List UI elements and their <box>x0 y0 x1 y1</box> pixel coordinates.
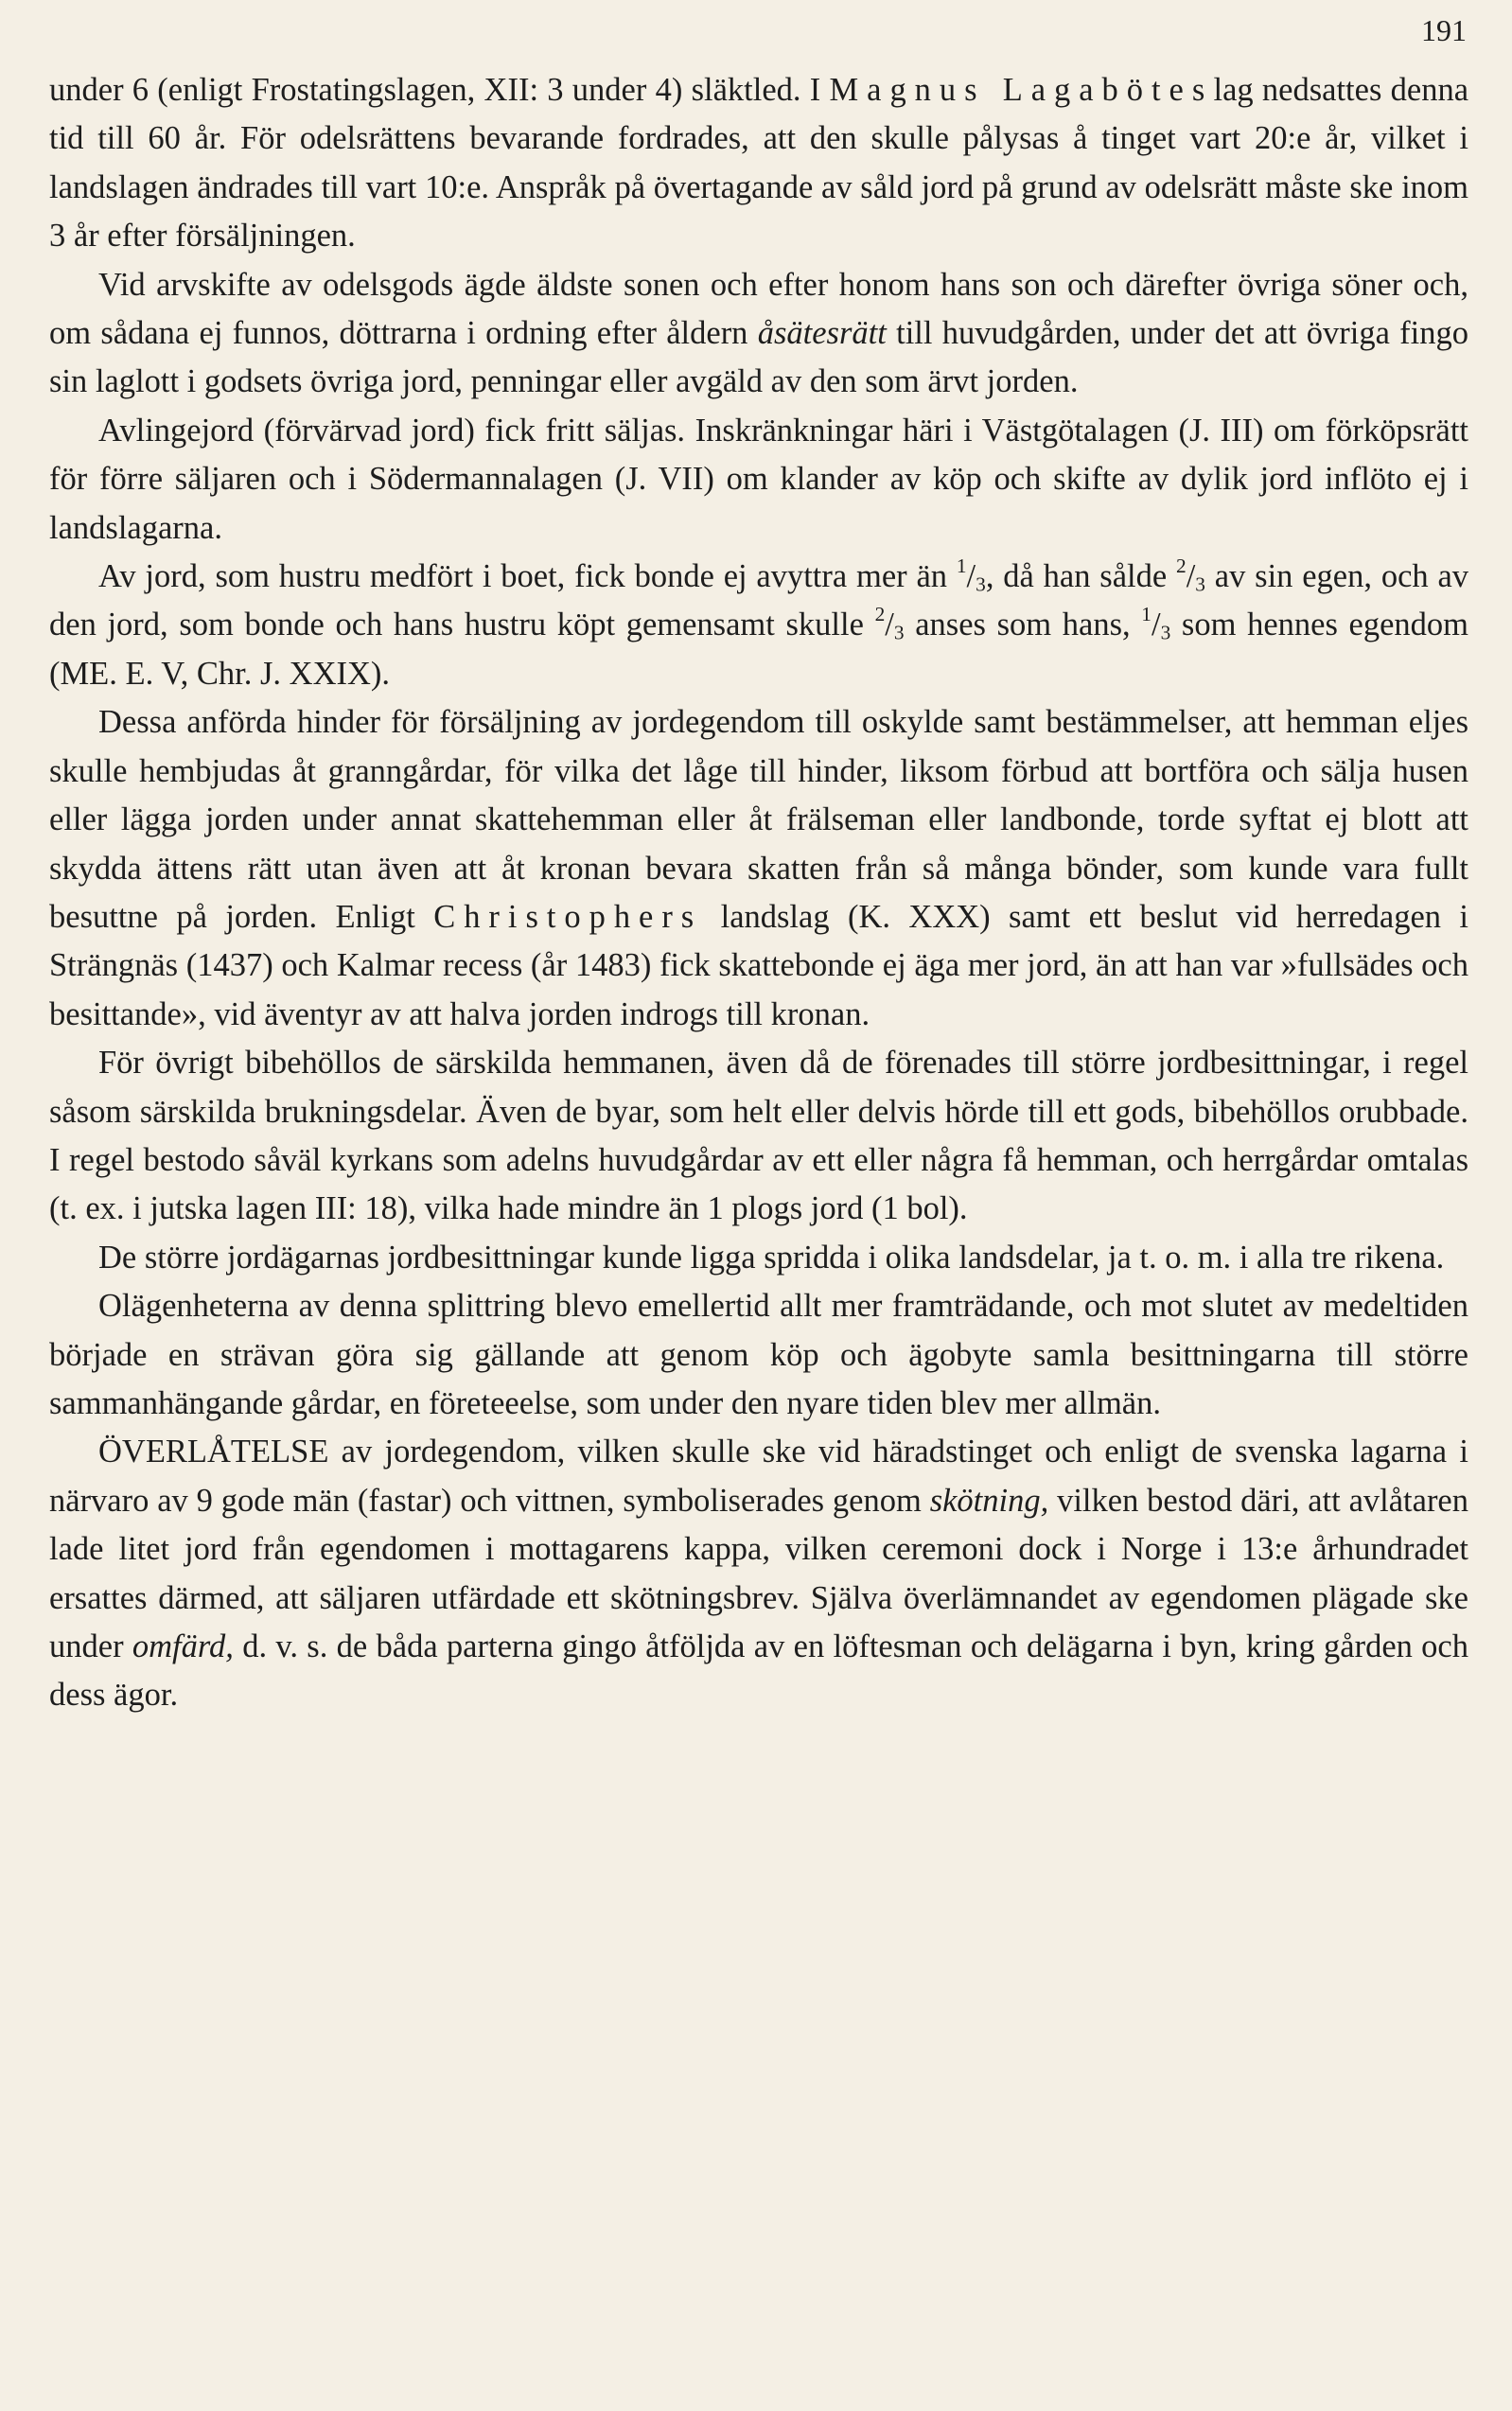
paragraph-hemmanen: För övrigt bibehöllos de särskilda hemmanen, även då de förenades till större jordbesittningar, i regel såsom särskilda brukningsdelar. Även de byar, som helt eller delvis hörde till ett gods, bibehöllos orubbade. I regel bestodo såväl kyrkans som adelns huvudgårdar av ett eller några få hemman, och herrgårdar omtalas (t. ex. i jutska lagen III: 18), vilka hade mindre än 1 plogs jord (1 bol). <box>49 1045 1468 1227</box>
text-run: anses som hans, <box>904 607 1142 643</box>
text-run: s lag nedsattes denna tid till 60 år. För odelsrättens bevarande fordrades, att den skulle pålysas å tinget vart 20:e år, vilket i landslagen ändrades till vart 10:e. Anspråk på övertagande av såld jord på grund av odelsrätt måste ske inom 3 år efter försäljningen. <box>49 72 1469 255</box>
text-run: Dessa anförda hinder för försäljning av jordegendom till oskylde samt bestämmelser, att hemman eljes skulle hembjudas åt granngårdar, för vilka det låge till hinder, liksom förbud att bortföra och sälja husen eller lägga jorden under annat skattehemman eller åt frälseman eller landbonde, torde syftat ej blott att skydda ättens rätt utan även att åt kronan bevara skatten från så många bönder, som kunde vara fullt besuttne på jorden. Enligt <box>49 704 1468 935</box>
text-run: som hennes egendom (ME. E. V, Chr. J. XXIX). <box>49 607 1468 692</box>
italic-term: åsätesrätt <box>757 315 887 352</box>
text-run: landslag (K. XXX) samt ett beslut vid herredagen i Strängnäs (1437) och Kalmar recess (år 1483) fick skattebonde ej äga mer jord, än att han var »fullsädes och besittande», vid äventyr av att halva jorden indrogs till kronan. <box>49 898 1468 1032</box>
paragraph-jordbesittningar: De större jordägarnas jordbesittningar kunde ligga spridda i olika landsdelar, ja t. o. m. i alla tre rikena. <box>98 1239 1445 1276</box>
text-run: ÖVERLÅTELSE av jordegendom, vilken skulle ske vid häradstinget och enligt de svenska lagarna i närvaro av 9 gode män (fastar) och vittnen, symboliserades genom <box>49 1434 1468 1519</box>
fraction-denominator: 3 <box>976 572 986 596</box>
spaced-name: Magnus Lagaböte <box>829 72 1192 108</box>
paragraph-hustru-jord: Av jord, som hustru medfört i boet, fick bonde ej avyttra mer än $^1/_3$, då han sålde $^2/_3$ av sin egen, och av den jord, som bonde och hans hustru köpt gemensamt skulle $^2/_3$ anses som hans, $^1/_3$ som hennes egendom (ME. E. V, Chr. J. XXIX). <box>49 554 1469 692</box>
body-text <box>49 66 1468 1720</box>
text-run: vilken bestod däri, att avlåtaren lade litet jord från egendomen i mottagarens kappa, vilken ceremoni dock i Norge i 13:e århundradet ersattes därmed, att säljaren utfärdade ett skötningsbrev. Själva överlämnandet av egendomen plägade ske under <box>49 1482 1468 1664</box>
text-run: Av jord, som hustru medfört i boet, fick bonde ej avyttra mer än <box>98 558 957 595</box>
text-run: av sin egen, och av den jord, som bonde och hans hustru köpt gemensamt skulle <box>49 558 1469 643</box>
text-run: under 6 (enligt Frostatingslagen, XII: 3 under 4) släktled. I <box>49 72 830 108</box>
text-run: , då han sålde <box>985 558 1176 595</box>
italic-term: skötning, <box>929 1482 1049 1519</box>
paragraph-odelsratt-continued <box>49 66 1468 261</box>
text-run: till huvudgården, under det att övriga fingo sin laglott i godsets övriga jord, penningar eller avgäld av den som ärvt jorden. <box>49 315 1468 400</box>
text-run: Vid arvskifte av odelsgods ägde äldste sonen och efter honom hans son och därefter övriga söner och, om sådana ej funnos, döttrarna i ordning efter åldern <box>49 266 1468 352</box>
page-number: 191 <box>1421 13 1467 47</box>
paragraph-arvskifte <box>49 261 1468 407</box>
fraction-denominator: 3 <box>893 621 905 644</box>
paragraph-splittring: Olägenheterna av denna splittring blevo emellertid allt mer framträdande, och mot slutet av medeltiden började en strävan göra sig gällande att genom köp och ägobyte samla besittningarna till större sammanhängande gårdar, en företeeelse, som under den nyare tiden blev mer allmän. <box>49 1288 1468 1421</box>
fraction-numerator: 2 <box>1176 554 1187 578</box>
fraction-numerator: 1 <box>1141 603 1152 626</box>
fraction-numerator: 1 <box>956 554 967 578</box>
paragraph-avlingejord: Avlingejord (förvärvad jord) fick fritt säljas. Inskränkningar häri i Västgötalagen (J. III) om förköpsrätt för förre säljaren och i Södermannalagen (J. VII) om klander av köp och skifte av dylik jord inflöto ej i landslagarna. <box>49 412 1468 546</box>
fraction-numerator: 2 <box>874 603 886 626</box>
fraction-denominator: 3 <box>1195 572 1205 596</box>
paragraph-forsaljning-hinder <box>49 698 1468 1039</box>
paragraph-overlatelse <box>49 1428 1468 1719</box>
spaced-name: Christophers <box>433 898 703 935</box>
fraction-denominator: 3 <box>1160 621 1171 644</box>
italic-term: omfärd, <box>132 1628 234 1664</box>
text-run: d. v. s. de båda parterna gingo åtföljda av en löftesman och delägarna i byn, kring gården och dess ägor. <box>49 1628 1468 1714</box>
